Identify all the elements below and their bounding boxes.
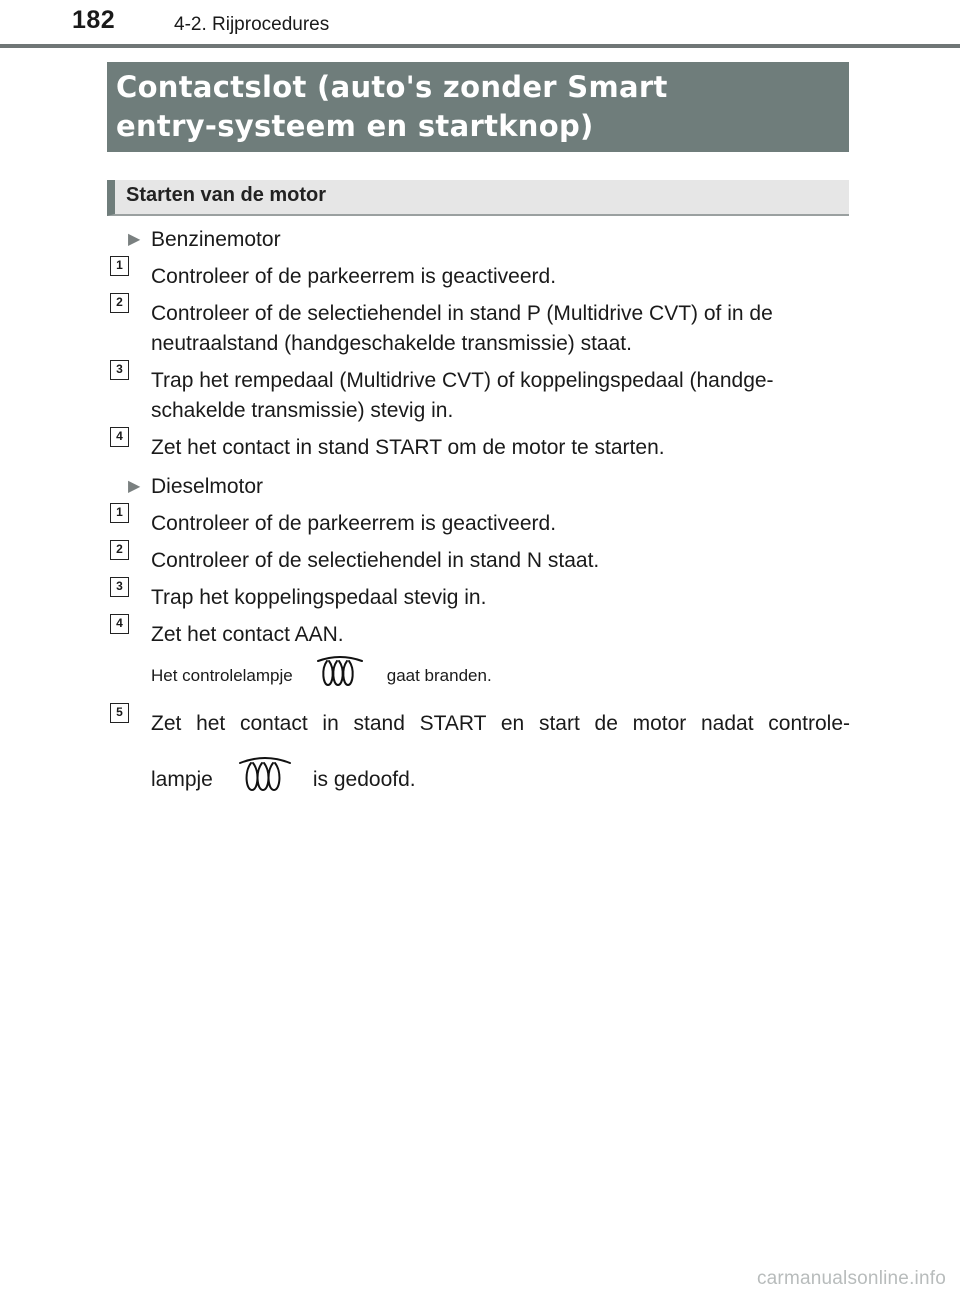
title-line-1: Contactslot (auto's zonder Smart: [116, 70, 668, 104]
section-reference: 4-2. Rijprocedures: [174, 14, 330, 35]
petrol-step-3: [110, 362, 850, 426]
diesel-heading: [110, 472, 850, 502]
step-number: 1: [110, 503, 129, 523]
petrol-step-1: [110, 258, 850, 292]
diesel-heading-label: Dieselmotor: [151, 475, 264, 498]
page-number: 182: [72, 6, 116, 34]
note-text-before: Het controlelampje: [151, 665, 293, 685]
triangle-right-icon: ▶: [128, 478, 141, 495]
content: [110, 224, 850, 803]
step-number: 1: [110, 256, 129, 276]
step-text: Controleer of de parkeerrem is geactiveerd.: [151, 265, 557, 288]
subsection-header: Starten van de motor: [107, 180, 849, 216]
header-rule: [0, 44, 960, 48]
diesel-step-4: [110, 616, 850, 650]
step-number: 4: [110, 614, 129, 634]
step-number: 5: [110, 703, 129, 723]
step-number: 3: [110, 577, 129, 597]
step-text: Zet het contact in stand START om de motor te starten.: [151, 436, 665, 459]
diesel-step-3: [110, 579, 850, 613]
petrol-step-2: [110, 295, 850, 359]
step-number: 2: [110, 293, 129, 313]
glow-plug-indicator-icon: [315, 655, 365, 696]
diesel-step-2: [110, 542, 850, 576]
diesel-step-1: [110, 505, 850, 539]
diesel-step-5-continuation: [151, 756, 850, 803]
step-number: 2: [110, 540, 129, 560]
glow-plug-indicator-icon: [237, 756, 293, 803]
diesel-step-5: [110, 705, 850, 739]
triangle-right-icon: ▶: [128, 231, 141, 248]
petrol-step-4: [110, 429, 850, 463]
watermark: carmanualsonline.info: [756, 1268, 946, 1289]
title-line-2: entry-systeem en startknop): [116, 109, 594, 143]
petrol-heading: [110, 225, 850, 255]
indicator-note: [151, 655, 850, 696]
step-5-text-after: is gedoofd.: [312, 767, 416, 791]
step-number: 4: [110, 427, 129, 447]
page-title: [107, 62, 849, 152]
step-text: Controleer of de selectiehendel in stand P (Multidrive CVT) of in de neutraalstand (handgeschakelde transmissie) staat.: [151, 302, 773, 355]
step-text: Controleer of de parkeerrem is geactiveerd.: [151, 512, 557, 535]
step-5-text-before: lampje: [151, 767, 213, 791]
step-text: Trap het koppelingspedaal stevig in.: [151, 586, 487, 609]
step-text: Zet het contact AAN.: [151, 623, 344, 646]
step-text: Zet het contact in stand START en start de motor nadat controle-: [151, 712, 850, 735]
step-number: 3: [110, 360, 129, 380]
step-text: Controleer of de selectiehendel in stand N staat.: [151, 549, 600, 572]
note-text-after: gaat branden.: [386, 665, 492, 685]
step-text: Trap het rempedaal (Multidrive CVT) of koppelingspedaal (handge-schakelde transmissie) stevig in.: [151, 369, 774, 422]
petrol-heading-label: Benzinemotor: [151, 228, 281, 251]
